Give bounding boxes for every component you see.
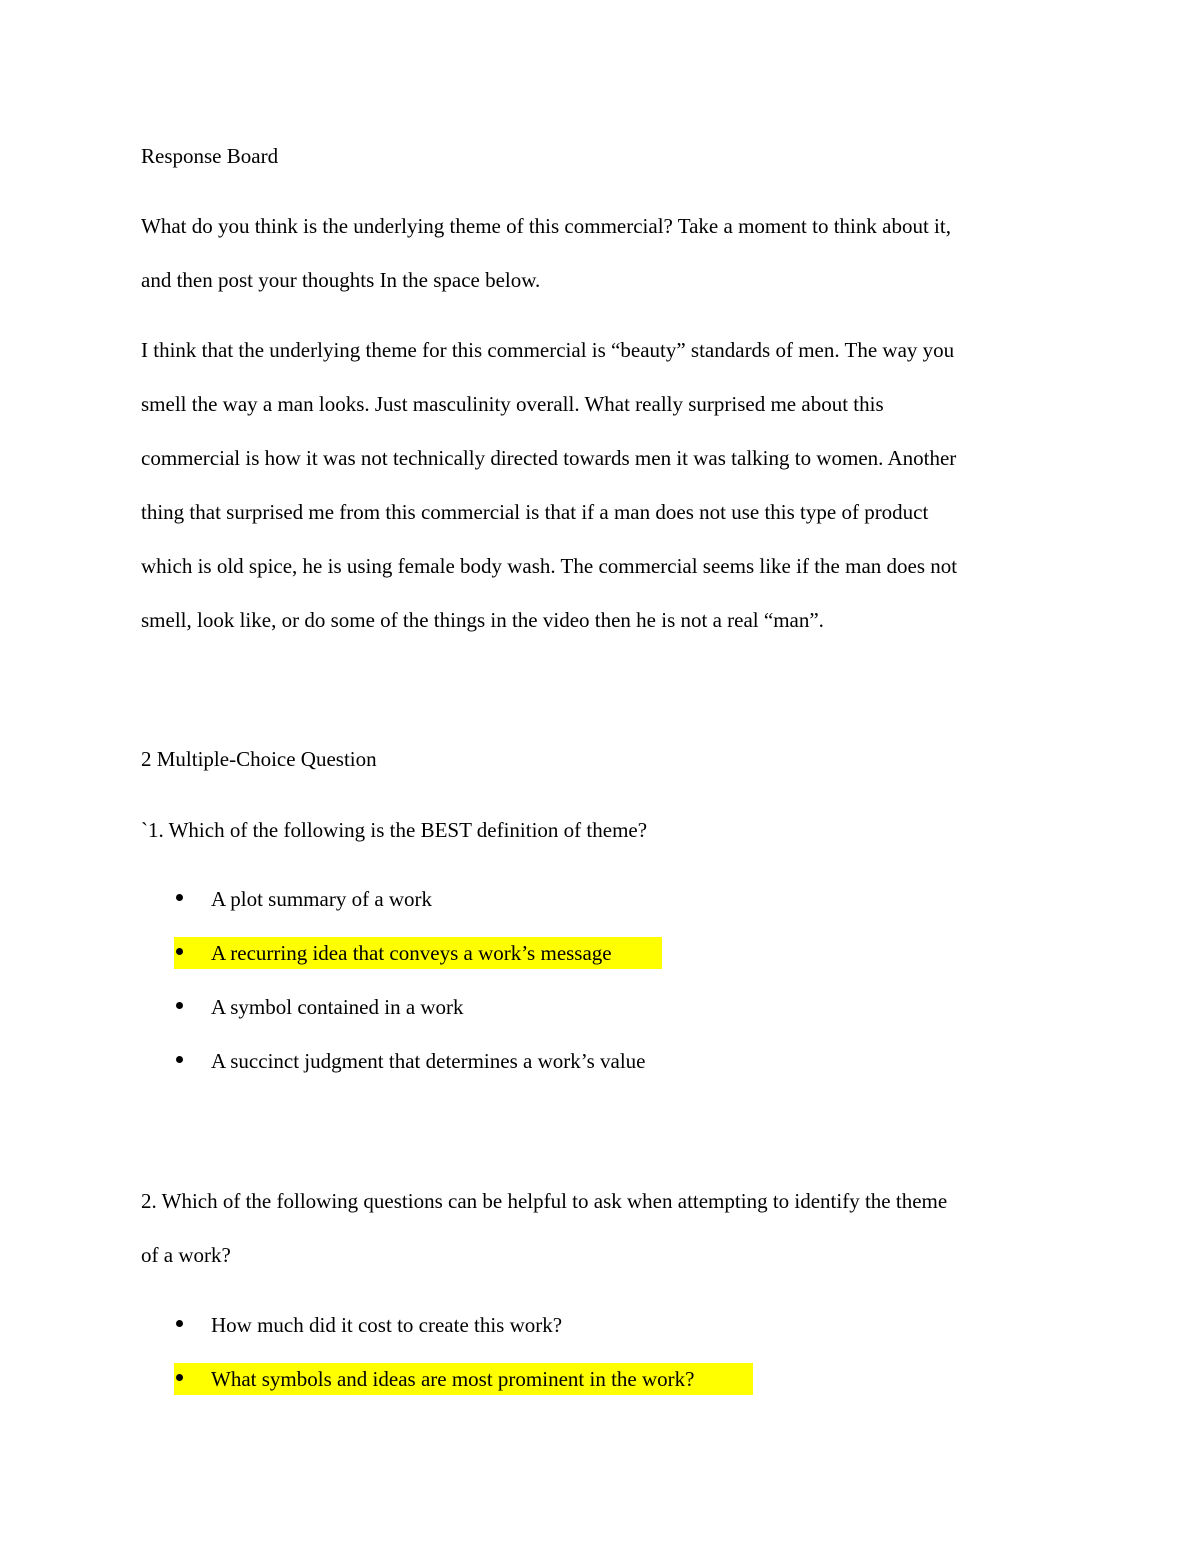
prompt-line: and then post your thoughts In the space below. (141, 268, 541, 292)
question-2-text: 2. Which of the following questions can be helpful to ask when attempting to identify the theme (141, 1189, 948, 1213)
heading: Response Board (141, 144, 279, 168)
question-1-text: `1. Which of the following is the BEST definition of theme? (141, 818, 648, 842)
question-1-option-highlighted: A recurring idea that conveys a work’s message (211, 941, 612, 965)
bullet-icon (176, 894, 183, 901)
section-title: 2 Multiple-Choice Question (141, 747, 377, 771)
question-1-option: A plot summary of a work (211, 887, 433, 911)
response-line: thing that surprised me from this commercial is that if a man does not use this type of product (141, 500, 929, 524)
question-2-option: How much did it cost to create this work? (211, 1313, 563, 1337)
bullet-icon (176, 1374, 183, 1381)
bullet-icon (176, 1320, 183, 1327)
bullet-icon (176, 1002, 183, 1009)
question-1-option: A symbol contained in a work (211, 995, 464, 1019)
response-line: commercial is how it was not technically directed towards men it was talking to women. Another (141, 446, 957, 470)
bullet-icon (176, 1056, 183, 1063)
bullet-icon (176, 948, 183, 955)
question-2-text: of a work? (141, 1243, 231, 1267)
question-1-option: A succinct judgment that determines a work’s value (211, 1049, 646, 1073)
question-2-option-highlighted: What symbols and ideas are most prominent in the work? (211, 1367, 695, 1391)
prompt-line: What do you think is the underlying theme of this commercial? Take a moment to think about it, (141, 214, 951, 238)
response-line: smell the way a man looks. Just masculinity overall. What really surprised me about this (141, 392, 884, 416)
response-line: smell, look like, or do some of the things in the video then he is not a real “man”. (141, 608, 824, 632)
response-line: I think that the underlying theme for this commercial is “beauty” standards of men. The way you (141, 338, 955, 362)
response-line: which is old spice, he is using female body wash. The commercial seems like if the man does not (141, 554, 958, 578)
